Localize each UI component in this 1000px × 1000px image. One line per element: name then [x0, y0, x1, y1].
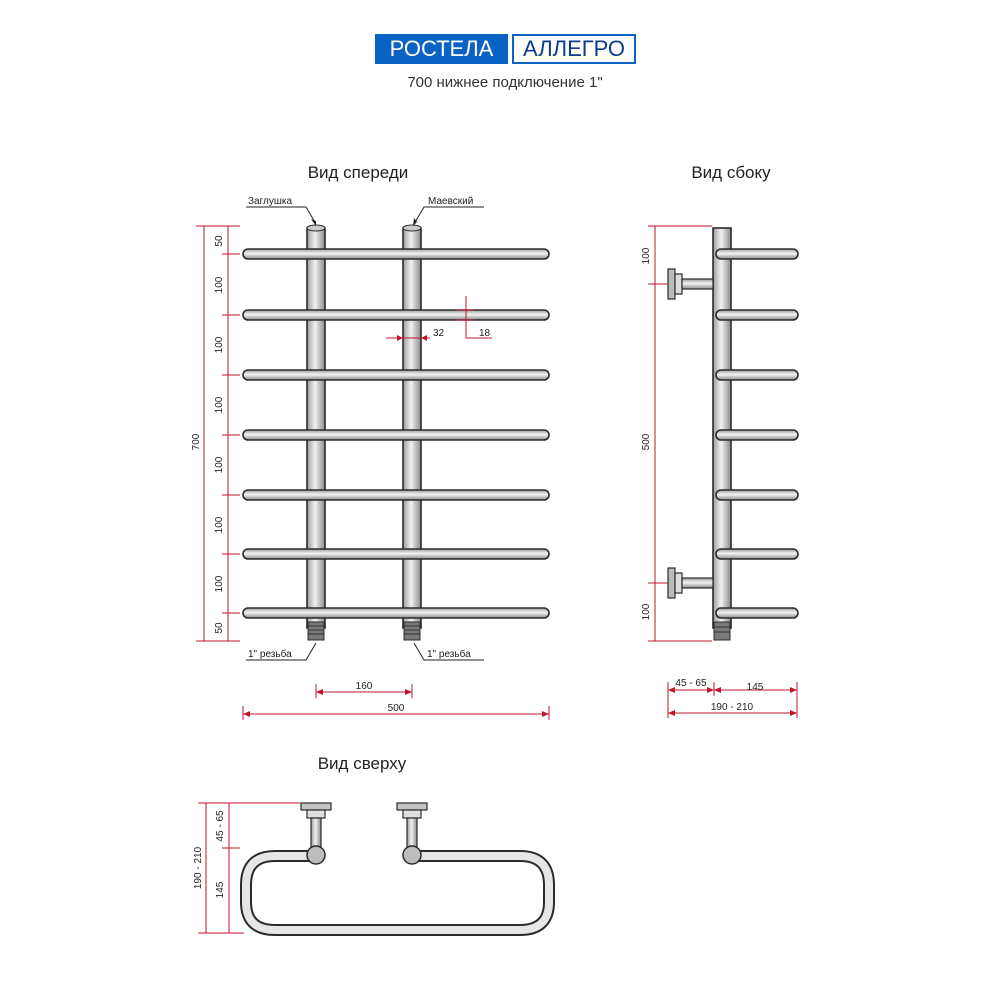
- dimension-steps: [214, 226, 240, 641]
- front-view: [191, 196, 549, 720]
- crossbar: [243, 490, 549, 500]
- crossbar: [243, 430, 549, 440]
- svg-text:45 - 65: 45 - 65: [215, 810, 226, 842]
- svg-text:100: 100: [214, 516, 225, 534]
- top-view: [193, 803, 549, 933]
- crossbar: [243, 549, 549, 559]
- side-rung: [716, 430, 798, 440]
- dimension-total-width: [243, 703, 549, 720]
- top-view-title: Вид сверху: [317, 754, 407, 773]
- top-rail: [246, 856, 549, 930]
- svg-text:50: 50: [214, 235, 225, 247]
- plug-callout: [246, 196, 316, 226]
- svg-text:100: 100: [214, 575, 225, 593]
- model-name: АЛЛЕГРО: [512, 34, 636, 64]
- svg-text:1" резьба: 1" резьба: [248, 649, 292, 660]
- side-rung: [716, 310, 798, 320]
- svg-text:50: 50: [214, 622, 225, 634]
- svg-text:145: 145: [746, 682, 764, 693]
- svg-text:100: 100: [214, 336, 225, 354]
- svg-text:100: 100: [214, 276, 225, 294]
- svg-text:100: 100: [214, 396, 225, 414]
- svg-text:700: 700: [191, 433, 202, 451]
- valve-callout: [413, 196, 484, 226]
- crossbar: [243, 249, 549, 259]
- svg-text:45 - 65: 45 - 65: [675, 678, 707, 689]
- side-collector: [713, 228, 731, 628]
- svg-text:190 - 210: 190 - 210: [193, 846, 204, 890]
- crossbar: [243, 608, 549, 618]
- svg-text:190 - 210: 190 - 210: [710, 702, 754, 713]
- side-view: [641, 226, 798, 718]
- dimension-center-distance: [316, 681, 412, 698]
- crossbar: [243, 310, 549, 320]
- svg-text:Заглушка: Заглушка: [248, 196, 293, 207]
- svg-text:100: 100: [214, 456, 225, 474]
- svg-text:1" резьба: 1" резьба: [427, 649, 471, 660]
- svg-text:18: 18: [479, 328, 491, 339]
- svg-text:32: 32: [433, 328, 445, 339]
- wall-bracket-top: [668, 269, 713, 299]
- side-rung: [716, 370, 798, 380]
- svg-text:100: 100: [641, 603, 652, 621]
- thread-callout-right: [414, 643, 484, 660]
- crossbars: [243, 249, 549, 618]
- subtitle: 700 нижнее подключение 1": [407, 74, 603, 91]
- svg-text:145: 145: [215, 881, 226, 899]
- side-rung: [716, 549, 798, 559]
- side-horizontal-dimensions: [668, 678, 797, 718]
- wall-bracket-bottom: [668, 568, 713, 598]
- top-rail-outline: [246, 856, 549, 930]
- side-rung: [716, 608, 798, 618]
- svg-text:160: 160: [355, 681, 373, 692]
- svg-text:500: 500: [641, 433, 652, 451]
- svg-text:500: 500: [387, 703, 405, 714]
- svg-text:Маевский: Маевский: [428, 196, 474, 207]
- svg-text:100: 100: [641, 247, 652, 265]
- side-view-title: Вид сбоку: [691, 163, 771, 182]
- brand-name: РОСТЕЛА: [375, 34, 508, 64]
- side-rung: [716, 249, 798, 259]
- crossbar: [243, 370, 549, 380]
- side-rung: [716, 490, 798, 500]
- front-view-title: Вид спереди: [307, 163, 409, 182]
- thread-callout-left: [246, 643, 316, 660]
